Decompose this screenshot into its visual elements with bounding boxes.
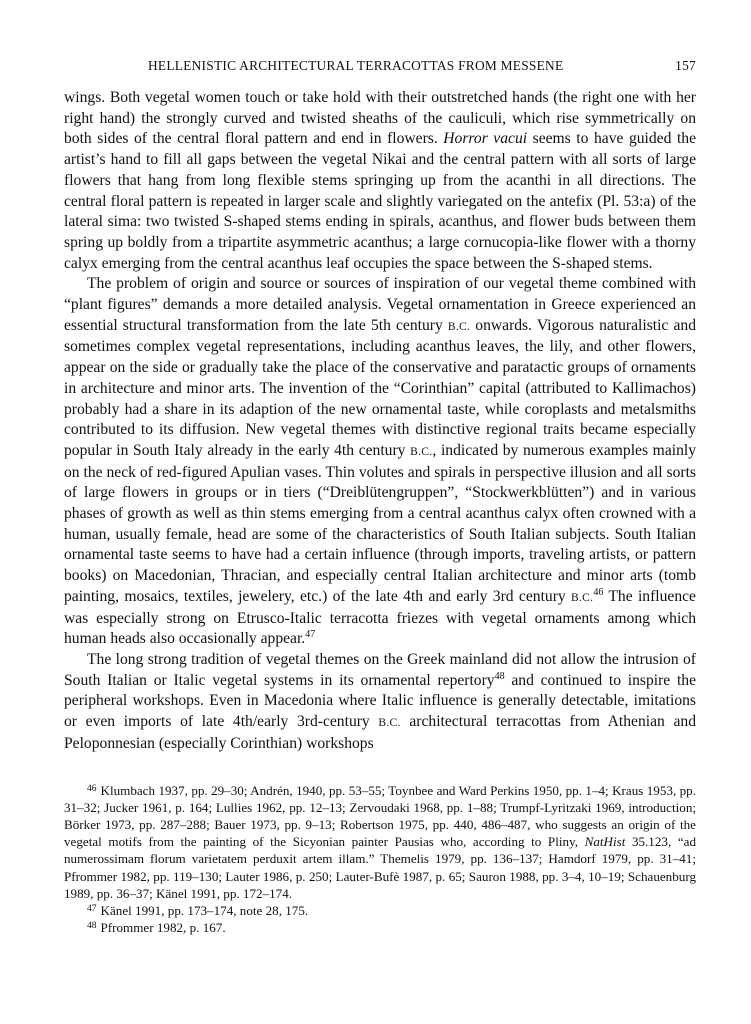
journal-page — [64, 58, 696, 936]
paragraph-3 — [64, 650, 696, 755]
footnote-48 — [64, 919, 696, 936]
body-text — [64, 88, 696, 755]
paragraph-1-text-c: seems to have guided the artist’s hand to fill all gaps between the vegetal Nikai and the central pattern with all sorts of large flowers that hang from long flexible stems springing up from the acanthi in all directions. The central floral pattern is repeated in larger scale and slightly variegated on the antefix (Pl. 53:a) of the lateral sima: two twisted S-shaped stems ending in spirals, acanthus, and flower buds between them spring up boldly from a tripartite asymmetric acanthus; a large cornucopia-like flower with a thorny calyx emerging from the central acanthus leaf occupies the space between the S-shaped stems. — [64, 130, 696, 272]
paragraph-2-text-c: , indicated by numerous examples mainly on the neck of red-figured Apulian vases. Thin volutes and spirals in perspective illusion and all sorts of large flowers in groups or in tiers (“Dreiblütengruppen”, “Stockwerkblütten”) and in various phases of growth as well as thin stems emerging from a central acanthus calyx often crowned with a human, usually female, head are some of the characteristics of South Italian subjects. South Italian ornamental taste seems to have had a certain influence (through imports, traveling artists, or pattern books) on Macedonian, Thracian, and especially central Italian architecture and minor arts (tomb painting, mosaics, textiles, jewelery, etc.) of the late 4th and early 3rd century — [64, 441, 696, 605]
era-abbreviation: B.C. — [571, 591, 594, 604]
era-abbreviation: B.C. — [447, 320, 471, 333]
paragraph-1-text-a: wings. Both vegetal women touch or take hold with their outstretched hands (the right one with her right hand) the strongly curved and twisted sheaths of the cauliculi, which rise symmetrically on both sides of the central floral pattern and end in flowers. — [64, 89, 696, 148]
footnote-46-text-b: 35.123, “ad numerossimam florum varietatem perduxit artem illam.” Themelis 1979, pp. 136–137; Hamdorf 1979, pp. 31–41; Pfrommer 1982, pp. 119–130; Lauter 1986, p. 250; Lauter-Bufè 1987, p. 65; Sauron 1988, pp. 3–4, 10–19; Schauenburg 1989, pp. 36–37; Känel 1991, pp. 172–174. — [64, 834, 696, 901]
footnote-47-text: Känel 1991, pp. 173–174, note 28, 175. — [100, 902, 309, 918]
era-abbreviation: B.C. — [378, 717, 401, 730]
paragraph-2 — [64, 274, 696, 650]
era-abbreviation: B.C. — [410, 445, 433, 458]
paragraph-2-text-b: onwards. Vigorous naturalistic and sometimes complex vegetal representations, including acanthus leaves, the lily, and other flowers, appear on the side or gradually take the place of the conservative and paratactic groups of ornaments in architecture and minor arts. The invention of the “Corinthian” capital (attributed to Kallimachos) probably had a share in its adaption of the new ornamental taste, while coroplasts and metalsmiths contributed to its diffusion. New vegetal themes with distinctive regional traits became especially popular in South Italy already in the early 4th century — [64, 316, 696, 459]
paragraph-3-text-b: and continued to inspire the peripheral workshops. Even in Macedonia where Italic influence is generally detectable, imitations or even imports of late 4th/early 3rd-century — [64, 671, 696, 731]
footnotes — [64, 782, 696, 937]
paragraph-2-text-a: The problem of origin and source or sources of inspiration of our vegetal theme combined with “plant figures” demands a more detailed analysis. Vegetal ornamentation in Greece experienced an essential structural transformation from the late 5th century — [64, 275, 696, 334]
footnote-ref-47[interactable]: 47 — [305, 629, 316, 641]
paragraph-2-text-d: The influence was especially strong on Etrusco-Italic terracotta friezes with vegetal ornaments among which human heads also occasionally appear. — [64, 587, 696, 648]
footnote-number: 46 — [87, 783, 97, 794]
paragraph-1 — [64, 88, 696, 274]
footnote-ref-46[interactable]: 46 — [593, 586, 604, 598]
footnote-46-text-a: Klumbach 1937, pp. 29–30; Andrén, 1940, pp. 53–55; Toynbee and Ward Perkins 1950, pp. 1–4; Kraus 1953, pp. 31–32; Jucker 1961, p. 164; Lullies 1962, pp. 12–13; Zervoudaki 1968, pp. 1–88; Trumpf-Lyritzaki 1969, introduction; Börker 1973, pp. 287–288; Bauer 1973, pp. 9–13; Robertson 1975, pp. 440, 486–487, who suggests an origin of the vegetal motifs from the painting of the Sicyonian painter Pausias who, according to Pliny, — [64, 782, 696, 850]
footnote-47 — [64, 902, 696, 919]
italic-term-horror-vacui: Horror vacui — [443, 130, 528, 148]
running-head-title: HELLENISTIC ARCHITECTURAL TERRACOTTAS FROM MESSENE — [148, 58, 564, 73]
footnote-46 — [64, 782, 696, 902]
footnote-number: 48 — [87, 921, 97, 932]
paragraph-3-text-a: The long strong tradition of vegetal themes on the Greek mainland did not allow the intrusion of South Italian or Italic vegetal systems in its ornamental repertory — [64, 650, 696, 689]
footnote-48-text: Pfrommer 1982, p. 167. — [100, 920, 226, 936]
footnote-46-italic: NatHist — [584, 834, 626, 850]
footnote-number: 47 — [87, 903, 97, 914]
page-number: 157 — [675, 58, 696, 73]
footnote-ref-48[interactable]: 48 — [494, 670, 505, 682]
paragraph-3-text-c: architectural terracottas from Athenian and Peloponnesian (especially Corinthian) workshops — [64, 713, 697, 752]
running-head — [64, 58, 696, 80]
